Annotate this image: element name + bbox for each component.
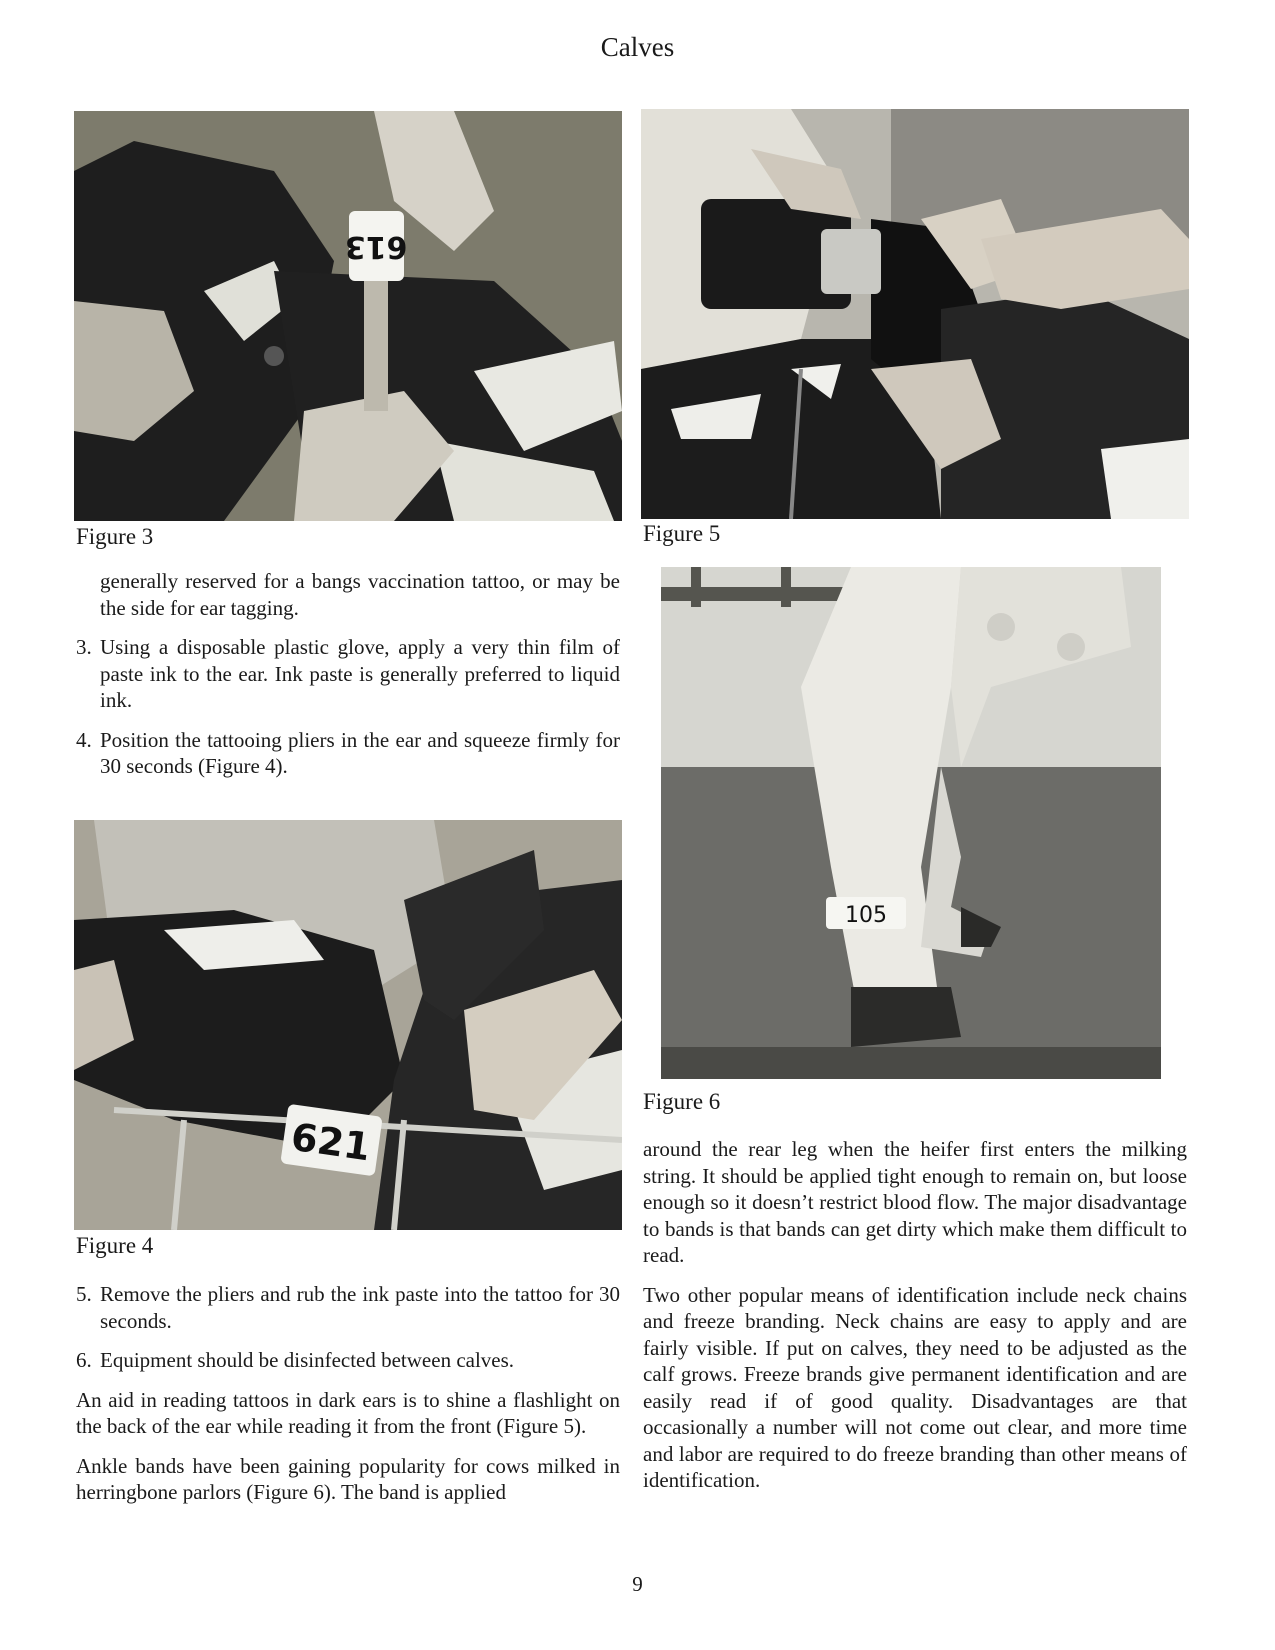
figure-3-caption: Figure 3	[76, 524, 154, 549]
list-item-number: 3.	[76, 635, 92, 659]
figure-6-ankle-band-text: 105	[845, 903, 887, 928]
figure-4-photo	[74, 820, 622, 1230]
figure-6-photo	[661, 567, 1161, 1079]
list-item	[76, 1347, 620, 1374]
list-item-text: Remove the pliers and rub the ink paste into the tattoo for 30 seconds.	[100, 1282, 620, 1333]
paragraph: around the rear leg when the heifer first enters the milking string. It should be applied tight enough to remain on, but loose enough so it doesn’t restrict blood flow. The major disadvantage to bands is that bands can get dirty which make them difficult to read.	[643, 1137, 1187, 1267]
page-header: Calves	[600, 32, 675, 62]
figure-6-caption: Figure 6	[643, 1089, 721, 1114]
right-column-text	[643, 1136, 1187, 1507]
list-item-number: 6.	[76, 1348, 92, 1372]
left-column-text-1	[76, 568, 620, 793]
figure-3-photo	[74, 111, 622, 521]
figure-5-caption: Figure 5	[643, 521, 721, 546]
list-item-text: Position the tattooing pliers in the ear and squeeze firmly for 30 seconds (Figure 4).	[100, 727, 620, 778]
page-number: 9	[632, 1572, 643, 1596]
list-item-text: Using a disposable plastic glove, apply a very thin film of paste ink to the ear. Ink paste is generally preferred to liquid ink.	[100, 635, 620, 712]
list-item	[76, 727, 620, 780]
figure-4-caption: Figure 4	[76, 1233, 154, 1258]
figure-5-photo	[641, 109, 1189, 519]
figure-4-ear-tag-text: 621	[288, 1114, 374, 1170]
list-item-number: 4.	[76, 727, 92, 752]
list-item	[76, 1281, 620, 1334]
continued-paragraph: generally reserved for a bangs vaccination tattoo, or may be the side for ear tagging.	[100, 569, 620, 620]
paragraph: Ankle bands have been gaining popularity for cows milked in herringbone parlors (Figure 6). The band is applied	[76, 1453, 620, 1504]
figure-3-ear-tag-text: 613	[344, 229, 408, 264]
paragraph: An aid in reading tattoos in dark ears is to shine a flashlight on the back of the ear while reading it from the front (Figure 5).	[76, 1387, 620, 1438]
list-item-number: 5.	[76, 1282, 92, 1306]
list-item	[76, 634, 620, 714]
paragraph: Two other popular means of identification include neck chains and freeze branding. Neck chains are easy to apply and are fairly visible. If put on calves, they need to be adjusted as the calf grows. Freeze brands give permanent identification and are easily read if of good quality. Disadvantages are that occasionally a number will not come out clear, and more time and labor are required to do freeze branding than other means of identification.	[643, 1282, 1187, 1492]
left-column-text-2	[76, 1281, 620, 1519]
list-item-text: Equipment should be disinfected between calves.	[100, 1348, 515, 1372]
